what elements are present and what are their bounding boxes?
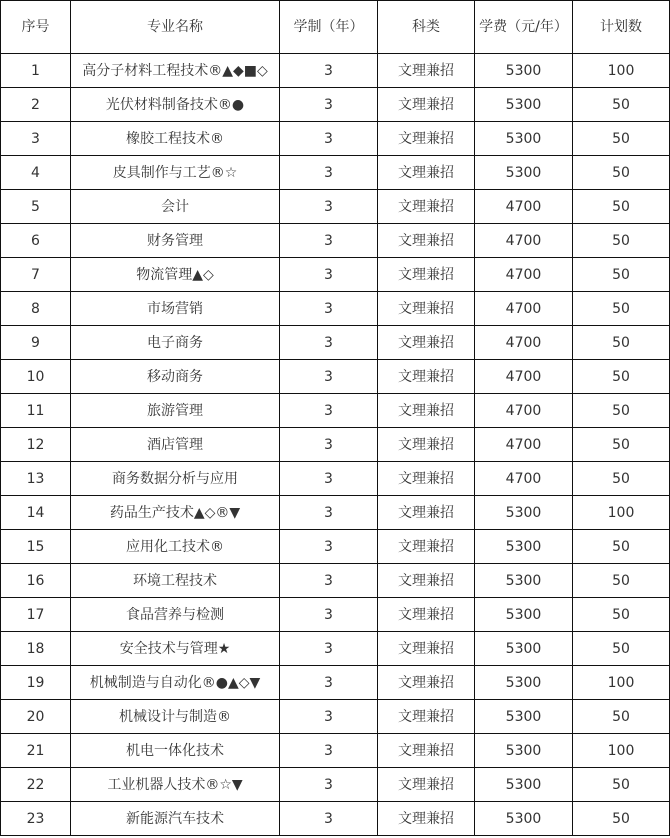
header-index: 序号 xyxy=(1,1,71,54)
cell-category: 文理兼招 xyxy=(378,258,475,292)
cell-years: 3 xyxy=(280,768,378,802)
cell-tuition: 5300 xyxy=(475,88,573,122)
header-name: 专业名称 xyxy=(71,1,280,54)
cell-plan: 50 xyxy=(573,258,670,292)
cell-plan: 100 xyxy=(573,734,670,768)
cell-index: 13 xyxy=(1,462,71,496)
cell-program-name: 工业机器人技术®☆▼ xyxy=(71,768,280,802)
cell-years: 3 xyxy=(280,734,378,768)
table-row xyxy=(1,802,670,836)
cell-index: 1 xyxy=(1,54,71,88)
cell-category: 文理兼招 xyxy=(378,292,475,326)
cell-plan: 50 xyxy=(573,292,670,326)
cell-index: 3 xyxy=(1,122,71,156)
table-row xyxy=(1,632,670,666)
cell-program-name: 橡胶工程技术® xyxy=(71,122,280,156)
cell-plan: 50 xyxy=(573,156,670,190)
cell-category: 文理兼招 xyxy=(378,360,475,394)
cell-plan: 50 xyxy=(573,326,670,360)
cell-index: 11 xyxy=(1,394,71,428)
cell-plan: 50 xyxy=(573,564,670,598)
cell-index: 17 xyxy=(1,598,71,632)
cell-plan: 50 xyxy=(573,530,670,564)
table-row xyxy=(1,224,670,258)
table-row xyxy=(1,496,670,530)
cell-plan: 50 xyxy=(573,88,670,122)
cell-years: 3 xyxy=(280,122,378,156)
cell-tuition: 4700 xyxy=(475,292,573,326)
table-row xyxy=(1,122,670,156)
cell-plan: 50 xyxy=(573,700,670,734)
table-row xyxy=(1,530,670,564)
cell-plan: 50 xyxy=(573,224,670,258)
table-row xyxy=(1,428,670,462)
cell-program-name: 光伏材料制备技术®● xyxy=(71,88,280,122)
cell-program-name: 商务数据分析与应用 xyxy=(71,462,280,496)
cell-years: 3 xyxy=(280,258,378,292)
cell-category: 文理兼招 xyxy=(378,462,475,496)
cell-plan: 50 xyxy=(573,598,670,632)
cell-category: 文理兼招 xyxy=(378,122,475,156)
cell-tuition: 4700 xyxy=(475,190,573,224)
cell-index: 21 xyxy=(1,734,71,768)
cell-category: 文理兼招 xyxy=(378,394,475,428)
cell-tuition: 5300 xyxy=(475,734,573,768)
table-row xyxy=(1,598,670,632)
cell-index: 19 xyxy=(1,666,71,700)
cell-plan: 50 xyxy=(573,462,670,496)
cell-tuition: 5300 xyxy=(475,122,573,156)
cell-years: 3 xyxy=(280,666,378,700)
cell-index: 2 xyxy=(1,88,71,122)
table-row xyxy=(1,54,670,88)
cell-tuition: 5300 xyxy=(475,156,573,190)
cell-tuition: 4700 xyxy=(475,428,573,462)
cell-plan: 50 xyxy=(573,632,670,666)
table-row xyxy=(1,292,670,326)
cell-index: 15 xyxy=(1,530,71,564)
table-row xyxy=(1,700,670,734)
cell-category: 文理兼招 xyxy=(378,428,475,462)
cell-years: 3 xyxy=(280,802,378,836)
cell-index: 20 xyxy=(1,700,71,734)
cell-category: 文理兼招 xyxy=(378,700,475,734)
cell-tuition: 4700 xyxy=(475,360,573,394)
cell-program-name: 机械设计与制造® xyxy=(71,700,280,734)
cell-category: 文理兼招 xyxy=(378,530,475,564)
cell-index: 18 xyxy=(1,632,71,666)
cell-category: 文理兼招 xyxy=(378,190,475,224)
cell-tuition: 5300 xyxy=(475,666,573,700)
cell-plan: 100 xyxy=(573,496,670,530)
cell-category: 文理兼招 xyxy=(378,564,475,598)
cell-plan: 50 xyxy=(573,768,670,802)
cell-category: 文理兼招 xyxy=(378,598,475,632)
cell-index: 14 xyxy=(1,496,71,530)
cell-program-name: 财务管理 xyxy=(71,224,280,258)
cell-tuition: 4700 xyxy=(475,258,573,292)
cell-tuition: 4700 xyxy=(475,394,573,428)
cell-years: 3 xyxy=(280,428,378,462)
cell-category: 文理兼招 xyxy=(378,496,475,530)
cell-category: 文理兼招 xyxy=(378,224,475,258)
cell-index: 4 xyxy=(1,156,71,190)
cell-program-name: 电子商务 xyxy=(71,326,280,360)
cell-category: 文理兼招 xyxy=(378,734,475,768)
cell-program-name: 皮具制作与工艺®☆ xyxy=(71,156,280,190)
table-row xyxy=(1,564,670,598)
cell-tuition: 5300 xyxy=(475,802,573,836)
cell-tuition: 5300 xyxy=(475,700,573,734)
cell-years: 3 xyxy=(280,700,378,734)
cell-tuition: 5300 xyxy=(475,632,573,666)
cell-program-name: 物流管理▲◇ xyxy=(71,258,280,292)
cell-index: 16 xyxy=(1,564,71,598)
cell-years: 3 xyxy=(280,564,378,598)
table-row xyxy=(1,360,670,394)
cell-tuition: 4700 xyxy=(475,224,573,258)
cell-program-name: 药品生产技术▲◇®▼ xyxy=(71,496,280,530)
cell-program-name: 移动商务 xyxy=(71,360,280,394)
cell-program-name: 酒店管理 xyxy=(71,428,280,462)
cell-category: 文理兼招 xyxy=(378,54,475,88)
cell-years: 3 xyxy=(280,394,378,428)
table-body xyxy=(1,54,670,836)
cell-tuition: 4700 xyxy=(475,462,573,496)
cell-category: 文理兼招 xyxy=(378,156,475,190)
cell-index: 7 xyxy=(1,258,71,292)
cell-program-name: 高分子材料工程技术®▲◆■◇ xyxy=(71,54,280,88)
cell-program-name: 安全技术与管理★ xyxy=(71,632,280,666)
cell-program-name: 环境工程技术 xyxy=(71,564,280,598)
cell-program-name: 食品营养与检测 xyxy=(71,598,280,632)
cell-category: 文理兼招 xyxy=(378,632,475,666)
cell-tuition: 5300 xyxy=(475,530,573,564)
cell-years: 3 xyxy=(280,632,378,666)
table-row xyxy=(1,326,670,360)
cell-years: 3 xyxy=(280,156,378,190)
cell-program-name: 市场营销 xyxy=(71,292,280,326)
table-row xyxy=(1,394,670,428)
cell-category: 文理兼招 xyxy=(378,666,475,700)
header-tuition: 学费（元/年） xyxy=(475,1,573,54)
cell-plan: 50 xyxy=(573,122,670,156)
cell-tuition: 5300 xyxy=(475,564,573,598)
cell-index: 5 xyxy=(1,190,71,224)
cell-program-name: 会计 xyxy=(71,190,280,224)
table-row xyxy=(1,666,670,700)
table-row xyxy=(1,156,670,190)
cell-index: 12 xyxy=(1,428,71,462)
cell-program-name: 新能源汽车技术 xyxy=(71,802,280,836)
table-row xyxy=(1,190,670,224)
header-years: 学制（年） xyxy=(280,1,378,54)
cell-index: 6 xyxy=(1,224,71,258)
cell-program-name: 应用化工技术® xyxy=(71,530,280,564)
cell-years: 3 xyxy=(280,54,378,88)
cell-tuition: 5300 xyxy=(475,496,573,530)
cell-plan: 50 xyxy=(573,428,670,462)
cell-category: 文理兼招 xyxy=(378,768,475,802)
cell-category: 文理兼招 xyxy=(378,88,475,122)
cell-program-name: 旅游管理 xyxy=(71,394,280,428)
table-row xyxy=(1,768,670,802)
cell-years: 3 xyxy=(280,598,378,632)
cell-years: 3 xyxy=(280,360,378,394)
header-row xyxy=(1,1,670,54)
table-row xyxy=(1,462,670,496)
cell-plan: 100 xyxy=(573,666,670,700)
cell-years: 3 xyxy=(280,530,378,564)
cell-years: 3 xyxy=(280,224,378,258)
cell-years: 3 xyxy=(280,462,378,496)
cell-plan: 50 xyxy=(573,360,670,394)
cell-index: 8 xyxy=(1,292,71,326)
cell-tuition: 4700 xyxy=(475,326,573,360)
table-row xyxy=(1,88,670,122)
cell-plan: 50 xyxy=(573,190,670,224)
cell-program-name: 机械制造与自动化®●▲◇▼ xyxy=(71,666,280,700)
cell-years: 3 xyxy=(280,496,378,530)
cell-years: 3 xyxy=(280,292,378,326)
header-plan: 计划数 xyxy=(573,1,670,54)
cell-plan: 100 xyxy=(573,54,670,88)
cell-tuition: 5300 xyxy=(475,768,573,802)
table-header xyxy=(1,1,670,54)
cell-index: 22 xyxy=(1,768,71,802)
cell-category: 文理兼招 xyxy=(378,326,475,360)
cell-tuition: 5300 xyxy=(475,598,573,632)
cell-index: 23 xyxy=(1,802,71,836)
header-category: 科类 xyxy=(378,1,475,54)
cell-tuition: 5300 xyxy=(475,54,573,88)
cell-plan: 50 xyxy=(573,802,670,836)
table-row xyxy=(1,258,670,292)
cell-index: 9 xyxy=(1,326,71,360)
cell-years: 3 xyxy=(280,190,378,224)
cell-index: 10 xyxy=(1,360,71,394)
cell-plan: 50 xyxy=(573,394,670,428)
cell-program-name: 机电一体化技术 xyxy=(71,734,280,768)
cell-years: 3 xyxy=(280,88,378,122)
cell-years: 3 xyxy=(280,326,378,360)
cell-category: 文理兼招 xyxy=(378,802,475,836)
table-row xyxy=(1,734,670,768)
